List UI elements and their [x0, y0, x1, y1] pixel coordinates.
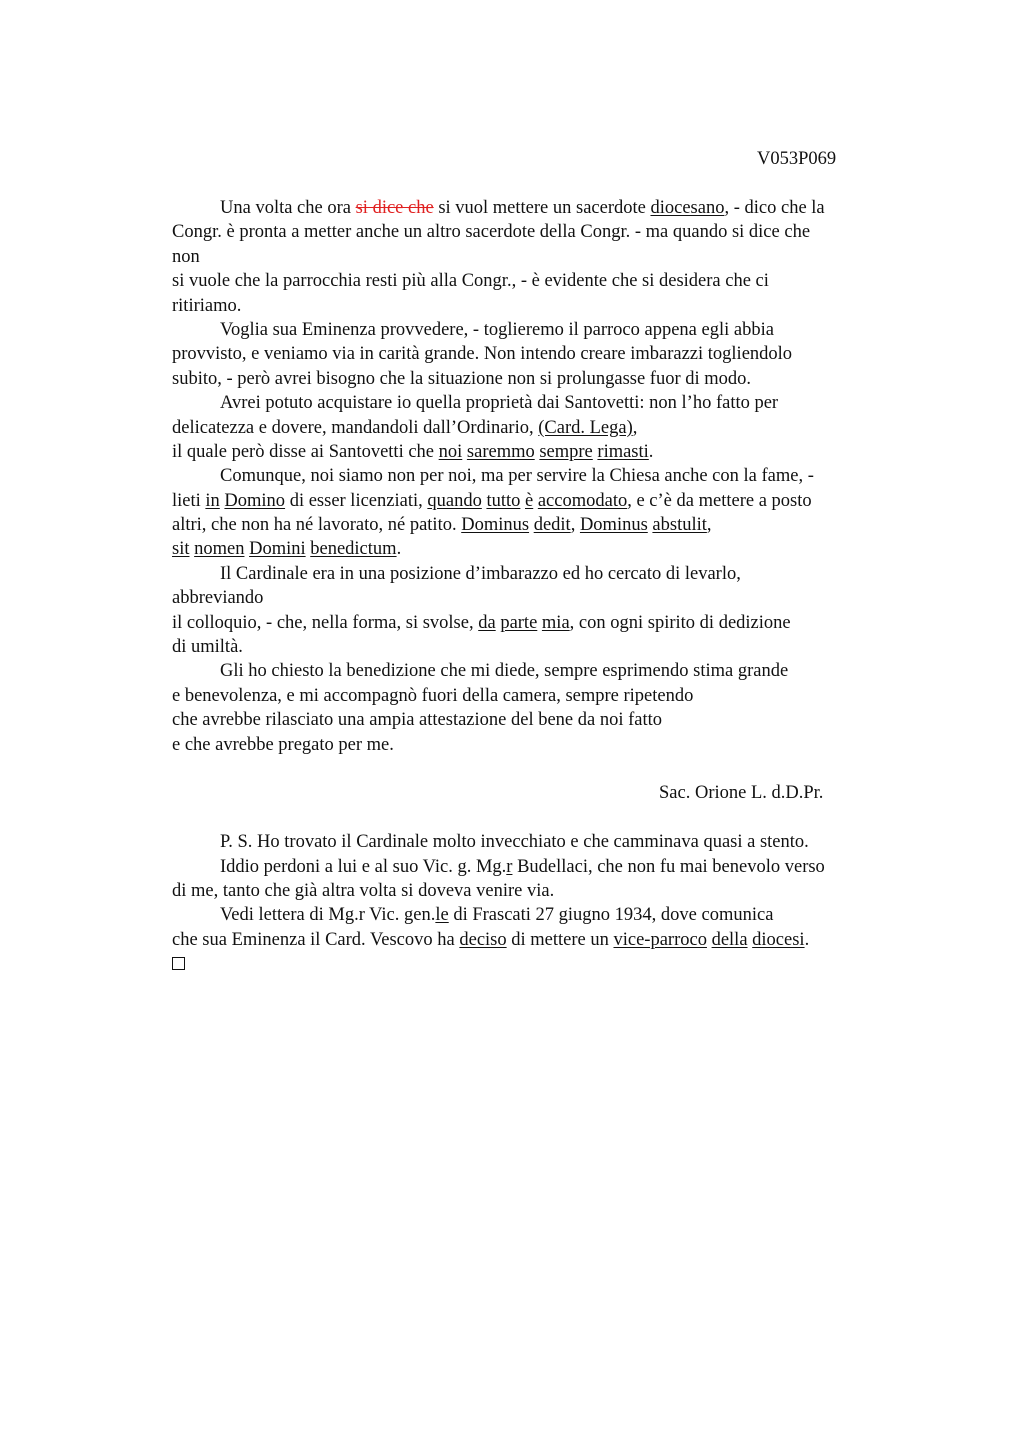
text-span: .: [804, 929, 810, 950]
text-span: delicatezza e dovere, mandandoli dall’Ordinario,: [172, 417, 539, 438]
text-line: [172, 196, 912, 220]
underlined-word: (Card. Lega): [538, 417, 633, 438]
text-line: Gli ho chiesto la benedizione che mi diede, sempre esprimendo stima grande: [220, 661, 789, 682]
text-line: si vuole che la parrocchia resti più alla Congr., - è evidente che si desidera che ci: [172, 271, 769, 292]
underlined-word: sit: [172, 539, 190, 560]
underlined-word: accomodato: [537, 490, 628, 511]
underlined-word: da: [478, 612, 496, 633]
text-span: , - dico che la: [724, 198, 825, 218]
underlined-word: mia: [541, 612, 570, 633]
underlined-word: in: [205, 490, 220, 511]
text-line: [172, 489, 912, 513]
text-line: [172, 928, 912, 952]
letter-body: [172, 196, 912, 977]
text-line: provvisto, e veniamo via in carità grande. Non intendo creare imbarazzi togliendolo: [172, 344, 793, 365]
underlined-word: r: [506, 856, 513, 877]
underlined-word: dedit: [533, 515, 571, 536]
underlined-word: noi: [438, 441, 463, 462]
page-id: V053P069: [757, 149, 837, 169]
signature: Sac. Orione L. d.D.Pr.: [659, 783, 824, 804]
underlined-word: nomen: [194, 539, 245, 560]
text-line: [172, 440, 912, 464]
text-span: il colloquio, - che, nella forma, si svolse,: [172, 612, 479, 633]
text-line: [172, 537, 912, 561]
underlined-word: quando: [427, 490, 482, 511]
underlined-word: diocesano: [650, 198, 725, 218]
text-span: il quale però disse ai Santovetti che: [172, 441, 439, 462]
text-line: Comunque, noi siamo non per noi, ma per servire la Chiesa anche con la fame, -: [220, 466, 814, 487]
text-line: P. S. Ho trovato il Cardinale molto invecchiato e che camminava quasi a stento.: [220, 832, 809, 853]
text-line: subito, - però avrei bisogno che la situazione non si prolungasse fuor di modo.: [172, 368, 752, 389]
text-line: ritiriamo.: [172, 295, 242, 316]
text-span: Iddio perdoni a lui e al suo Vic. g. Mg.: [220, 856, 507, 877]
text-line: [172, 952, 912, 976]
text-line: e che avrebbe pregato per me.: [172, 734, 394, 755]
text-span: , con ogni spirito di dedizione: [569, 612, 791, 633]
underlined-word: Domino: [224, 490, 286, 511]
underlined-word: è: [525, 490, 534, 511]
text-span: che sua Eminenza il Card. Vescovo ha: [172, 929, 460, 950]
text-line: altri, che non ha né lavorato, né patito. Dominus dedit, Dominus abstulit,: [172, 515, 712, 536]
text-span: , e c’è da mettere a posto: [627, 490, 812, 511]
text-line: [172, 903, 912, 927]
text-line: Voglia sua Eminenza provvedere, - toglieremo il parroco appena egli abbia: [220, 319, 774, 340]
text-line: abbreviando: [172, 588, 264, 609]
text-span: Budellaci, che non fu mai benevolo verso: [512, 856, 825, 877]
underlined-word: diocesi: [752, 929, 805, 950]
text-line: [172, 416, 912, 440]
text-line: di umiltà.: [172, 637, 243, 658]
underlined-word: saremmo: [466, 441, 535, 462]
text-line: che avrebbe rilasciato una ampia attestazione del bene da noi fatto: [172, 710, 663, 731]
underlined-word: abstulit: [652, 515, 707, 536]
text-span: ,: [632, 417, 638, 438]
underlined-word: le: [435, 905, 449, 926]
blank-line: [172, 757, 912, 781]
text-span: .: [648, 441, 654, 462]
underlined-word: Domini: [249, 539, 306, 560]
underlined-word: Dominus: [461, 515, 530, 536]
text-line: di me, tanto che già altra volta si doveva venire via.: [172, 880, 555, 901]
text-line: [172, 855, 912, 879]
text-span: di Frascati 27 giugno 1934, dove comunica: [448, 905, 774, 926]
underlined-word: rimasti: [597, 441, 649, 462]
text-span: di esser licenziati,: [285, 490, 428, 511]
underlined-word: tutto: [486, 490, 521, 511]
text-line: Avrei potuto acquistare io quella proprietà dai Santovetti: non l’ho fatto per: [220, 393, 779, 414]
underlined-word: deciso: [459, 929, 507, 950]
text-line: Congr. è pronta a metter anche un altro sacerdote della Congr. - ma quando si dice che: [172, 222, 811, 243]
text-span: si vuol mettere un sacerdote: [433, 198, 651, 218]
text-line: non: [172, 246, 200, 267]
text-span: Una volta che ora: [220, 198, 356, 218]
text-span: ,: [706, 515, 712, 536]
text-span: lieti: [172, 490, 206, 511]
text-span: di mettere un: [506, 929, 614, 950]
underlined-word: benedictum: [310, 539, 397, 560]
text-span: altri, che non ha né lavorato, né patito.: [172, 515, 462, 536]
text-line: e benevolenza, e mi accompagnò fuori della camera, sempre ripetendo: [172, 685, 694, 706]
checkbox-glyph: [172, 957, 185, 970]
underlined-word: vice-parroco: [613, 929, 707, 950]
text-line: Il Cardinale era in una posizione d’imbarazzo ed ho cercato di levarlo,: [220, 563, 741, 584]
underlined-word: sempre: [539, 441, 593, 462]
text-span: .: [396, 539, 402, 560]
text-line: [172, 611, 912, 635]
underlined-word: Dominus: [579, 515, 648, 536]
underlined-word: della: [711, 929, 748, 950]
blank-line: [172, 806, 912, 830]
underlined-word: parte: [500, 612, 538, 633]
text-span: Vedi lettera di Mg.r Vic. gen.: [220, 905, 436, 926]
deleted-text: si dice che: [355, 198, 434, 218]
